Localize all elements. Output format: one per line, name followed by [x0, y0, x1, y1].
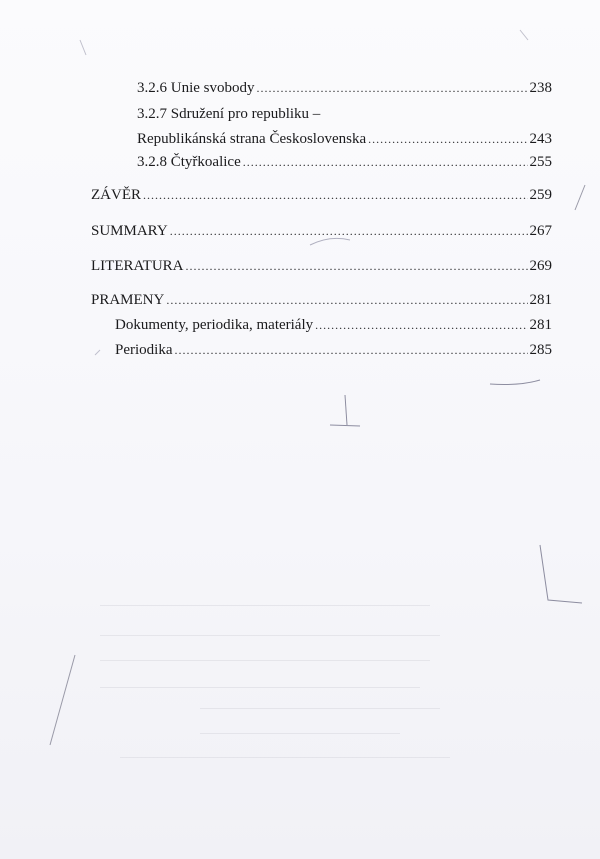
show-through-line	[100, 635, 440, 636]
toc-entry-label: 3.2.8 Čtyřkoalice	[137, 154, 241, 170]
dot-leader	[166, 291, 527, 309]
toc-entry-label: 3.2.6 Unie svobody	[137, 80, 255, 96]
toc-entry-ctyrkoalice	[137, 153, 552, 171]
dot-leader	[175, 341, 528, 359]
toc-entry-page: 267	[529, 223, 552, 239]
toc-entry-page: 238	[529, 80, 552, 96]
dot-leader	[368, 130, 527, 148]
show-through-line	[120, 757, 450, 758]
toc-entry-label: Dokumenty, periodika, materiály	[115, 317, 314, 333]
pencil-stroke	[575, 185, 585, 210]
pencil-stroke	[345, 395, 347, 425]
toc-entry-page: 285	[529, 342, 552, 358]
show-through-line	[200, 733, 400, 734]
toc-entry-label: LITERATURA	[91, 258, 184, 274]
toc-entry-label: Republikánská strana Československa	[137, 131, 367, 147]
toc-entry-label: Periodika	[115, 342, 173, 358]
toc-entry-label: SUMMARY	[91, 223, 168, 239]
pencil-stroke	[95, 350, 100, 355]
toc-entry-sdruzeni-line1	[137, 105, 552, 123]
toc-entry-literatura	[91, 257, 552, 275]
show-through-line	[100, 687, 420, 688]
toc-entry-page: 243	[529, 131, 552, 147]
dot-leader	[186, 257, 528, 275]
toc-entry-label: 3.2.7 Sdružení pro republiku –	[137, 106, 321, 122]
show-through-line	[100, 660, 430, 661]
toc-entry-page: 259	[529, 187, 552, 203]
pencil-stroke	[540, 545, 582, 603]
pencil-stroke	[490, 380, 540, 385]
dot-leader	[170, 222, 528, 240]
toc-entry-periodika	[115, 341, 552, 359]
toc-entry-dokumenty	[115, 316, 552, 334]
toc-entry-label: ZÁVĚR	[91, 187, 141, 203]
toc-entry-page: 281	[529, 317, 552, 333]
toc-entry-summary	[91, 222, 552, 240]
pencil-stroke	[330, 425, 360, 426]
dot-leader	[143, 186, 528, 204]
pencil-stroke	[80, 40, 86, 55]
toc-entry-unie-svobody	[137, 79, 552, 97]
show-through-line	[100, 605, 430, 606]
pencil-stroke	[520, 30, 528, 40]
toc-entry-page: 255	[529, 154, 552, 170]
toc-entry-page: 281	[529, 292, 552, 308]
show-through-line	[200, 708, 440, 709]
dot-leader	[243, 153, 528, 171]
pencil-stroke	[50, 655, 75, 745]
toc-entry-page: 269	[529, 258, 552, 274]
toc-entry-label: PRAMENY	[91, 292, 165, 308]
toc-entry-republikanska-strana	[137, 130, 552, 148]
toc-entry-zaver	[91, 186, 552, 204]
dot-leader	[257, 79, 528, 97]
toc-entry-prameny	[91, 291, 552, 309]
dot-leader	[315, 316, 527, 334]
